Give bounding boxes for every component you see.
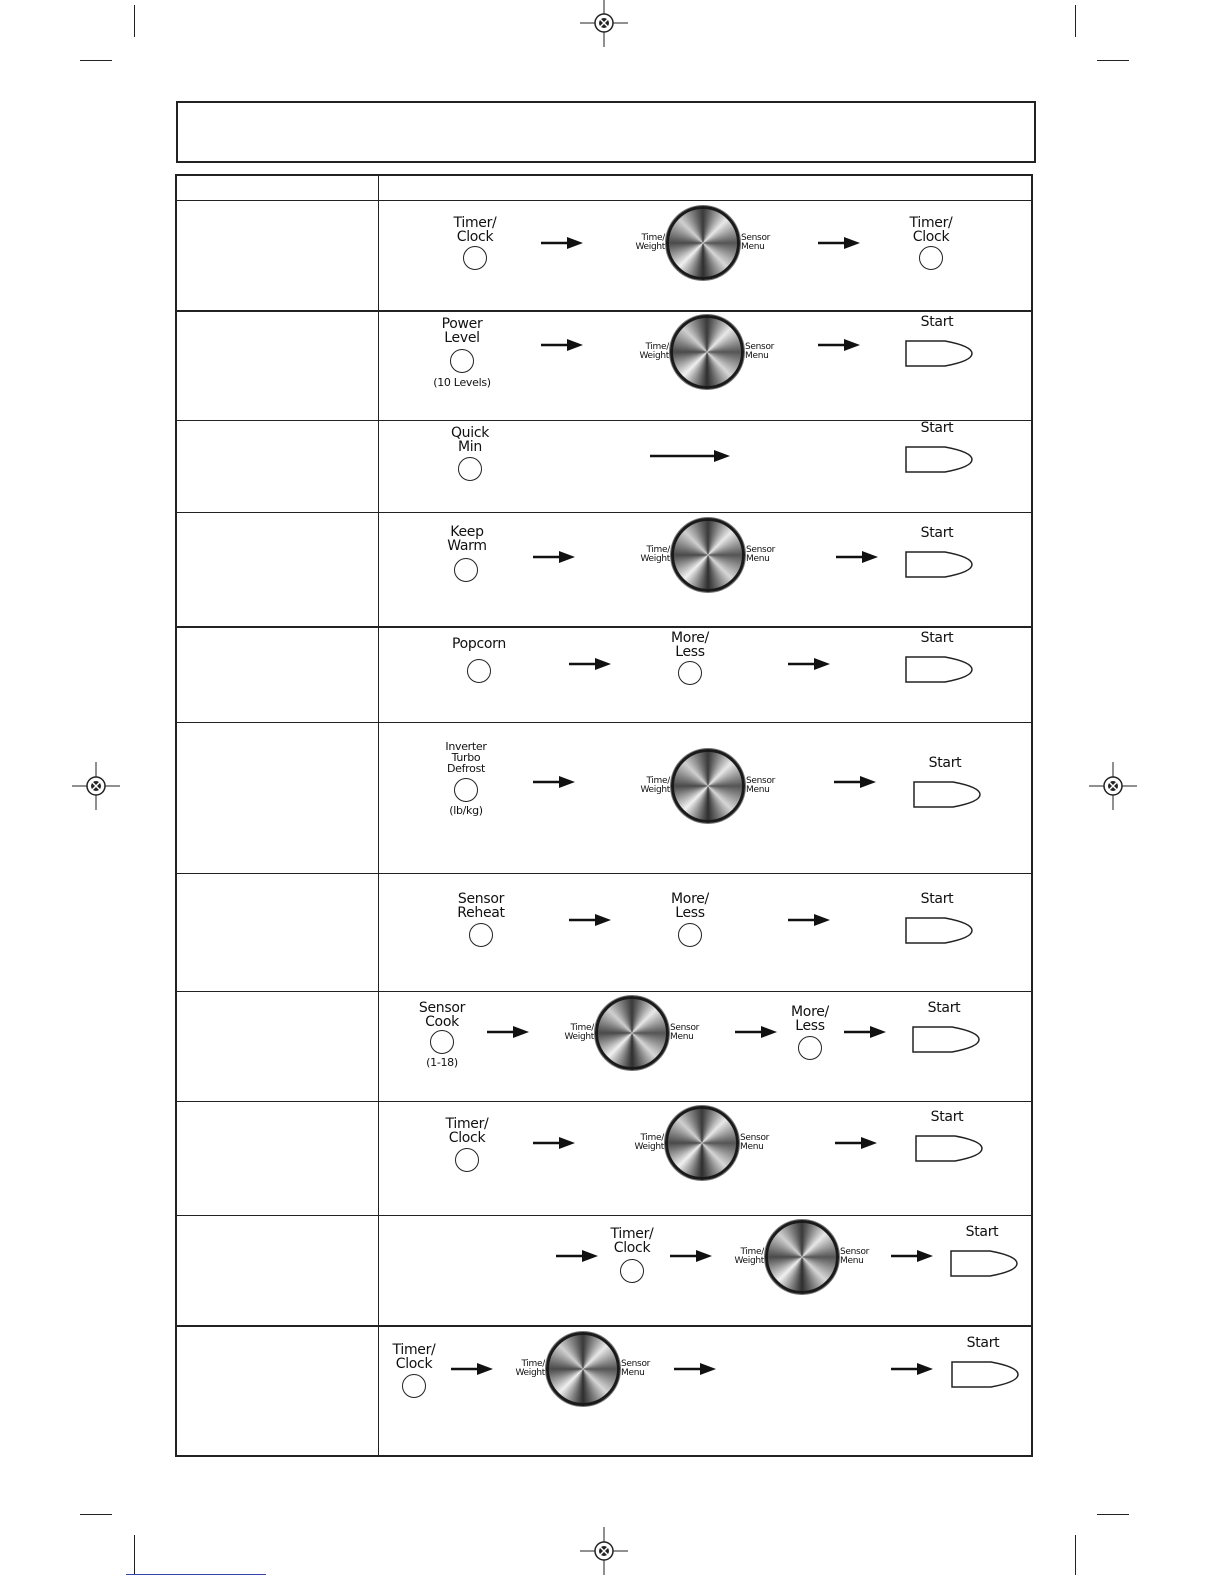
dial-label-left: Time/ Weight xyxy=(734,1247,764,1266)
column-divider xyxy=(378,176,379,1455)
table-row-divider xyxy=(177,1215,1031,1216)
arrow-icon xyxy=(533,776,575,788)
crop-mark xyxy=(80,60,112,61)
dial-label-right: Sensor Menu xyxy=(741,233,771,252)
table-row-divider xyxy=(177,200,1031,201)
arrow-icon xyxy=(834,776,876,788)
start-button[interactable] xyxy=(912,1026,980,1053)
dial-label-right: Sensor Menu xyxy=(740,1133,770,1152)
popcorn-button[interactable] xyxy=(467,659,491,683)
more-less-button[interactable] xyxy=(678,923,702,947)
time-weight-dial[interactable] xyxy=(670,315,744,389)
arrow-icon xyxy=(891,1363,933,1375)
start-label: Start xyxy=(920,630,954,646)
table-row-divider xyxy=(177,512,1031,513)
table-row-divider xyxy=(177,1325,1031,1327)
time-weight-dial[interactable] xyxy=(671,749,745,823)
start-button[interactable] xyxy=(915,1135,983,1162)
start-button[interactable] xyxy=(950,1250,1018,1277)
start-label: Start xyxy=(920,420,954,436)
start-button[interactable] xyxy=(905,551,973,578)
arrow-icon xyxy=(891,1250,933,1262)
registration-mark-icon xyxy=(1089,762,1137,810)
table-row-divider xyxy=(177,310,1031,312)
arrow-icon xyxy=(451,1363,493,1375)
start-label: Start xyxy=(920,314,954,330)
arrow-icon xyxy=(818,339,860,351)
crop-mark xyxy=(134,5,135,37)
registration-mark-icon xyxy=(580,0,628,47)
dial-label-left: Time/ Weight xyxy=(515,1359,545,1378)
timer-clock-button[interactable] xyxy=(919,246,943,270)
start-button[interactable] xyxy=(905,917,973,944)
button-label: (10 Levels) xyxy=(433,376,491,389)
arrow-icon xyxy=(650,450,730,462)
quick-min-button[interactable] xyxy=(458,457,482,481)
button-label: More/ Less xyxy=(671,630,709,660)
start-button[interactable] xyxy=(905,446,973,473)
arrow-icon xyxy=(818,237,860,249)
timer-clock-button[interactable] xyxy=(402,1374,426,1398)
arrow-icon xyxy=(674,1363,716,1375)
dial-label-left: Time/ Weight xyxy=(640,776,670,795)
table-row-divider xyxy=(177,420,1031,421)
crop-mark xyxy=(126,1574,266,1575)
button-label: Inverter Turbo Defrost xyxy=(445,740,487,775)
dial-label-right: Sensor Menu xyxy=(745,342,775,361)
arrow-icon xyxy=(533,1137,575,1149)
registration-mark-icon xyxy=(580,1527,628,1575)
start-label: Start xyxy=(920,891,954,907)
arrow-icon xyxy=(569,658,611,670)
button-label: More/ Less xyxy=(791,1004,829,1034)
keep-warm-button[interactable] xyxy=(454,558,478,582)
dial-label-right: Sensor Menu xyxy=(746,545,776,564)
dial-label-left: Time/ Weight xyxy=(634,1133,664,1152)
button-label: Timer/ Clock xyxy=(610,1226,654,1256)
arrow-icon xyxy=(556,1250,598,1262)
crop-mark xyxy=(1097,1514,1129,1515)
dial-label-left: Time/ Weight xyxy=(564,1023,594,1042)
table-row-divider xyxy=(177,722,1031,723)
time-weight-dial[interactable] xyxy=(671,518,745,592)
time-weight-dial[interactable] xyxy=(546,1332,620,1406)
crop-mark xyxy=(1075,1535,1076,1575)
button-label: (1-18) xyxy=(426,1056,458,1069)
button-label: Timer/ Clock xyxy=(909,215,953,245)
defrost-button[interactable] xyxy=(454,778,478,802)
button-label: More/ Less xyxy=(671,891,709,921)
dial-label-right: Sensor Menu xyxy=(746,776,776,795)
button-label: (lb/kg) xyxy=(449,804,483,817)
arrow-icon xyxy=(844,1026,886,1038)
more-less-button[interactable] xyxy=(798,1036,822,1060)
dial-label-right: Sensor Menu xyxy=(670,1023,700,1042)
dial-label-right: Sensor Menu xyxy=(840,1247,870,1266)
arrow-icon xyxy=(788,658,830,670)
start-label: Start xyxy=(927,1000,961,1016)
header-box xyxy=(176,101,1036,163)
table-row-divider xyxy=(177,626,1031,628)
start-button[interactable] xyxy=(905,656,973,683)
dial-label-left: Time/ Weight xyxy=(640,545,670,564)
table-row-divider xyxy=(177,1101,1031,1102)
crop-mark xyxy=(1075,5,1076,37)
button-label: Sensor Cook xyxy=(418,1000,466,1030)
start-label: Start xyxy=(928,755,962,771)
more-less-button[interactable] xyxy=(678,661,702,685)
table-row-divider xyxy=(177,873,1031,874)
crop-mark xyxy=(134,1535,135,1575)
dial-label-left: Time/ Weight xyxy=(639,342,669,361)
button-label: Power Level xyxy=(441,316,483,346)
button-label: Timer/ Clock xyxy=(445,1116,489,1146)
arrow-icon xyxy=(835,1137,877,1149)
sensor-cook-button[interactable] xyxy=(430,1030,454,1054)
timer-clock-button[interactable] xyxy=(463,246,487,270)
sensor-reheat-button[interactable] xyxy=(469,923,493,947)
button-label: Timer/ Clock xyxy=(392,1342,436,1372)
registration-mark-icon xyxy=(72,762,120,810)
arrow-icon xyxy=(670,1250,712,1262)
arrow-icon xyxy=(735,1026,777,1038)
timer-clock-button[interactable] xyxy=(620,1259,644,1283)
start-button[interactable] xyxy=(913,781,981,808)
dial-label-right: Sensor Menu xyxy=(621,1359,651,1378)
button-label: Popcorn xyxy=(452,636,506,652)
time-weight-dial[interactable] xyxy=(665,1106,739,1180)
arrow-icon xyxy=(788,914,830,926)
start-label: Start xyxy=(965,1224,999,1240)
dial-label-left: Time/ Weight xyxy=(635,233,665,252)
time-weight-dial[interactable] xyxy=(595,996,669,1070)
start-label: Start xyxy=(920,525,954,541)
table-row-divider xyxy=(177,991,1031,992)
start-button[interactable] xyxy=(905,340,973,367)
start-label: Start xyxy=(966,1335,1000,1351)
start-button[interactable] xyxy=(951,1361,1019,1388)
arrow-icon xyxy=(533,551,575,563)
arrow-icon xyxy=(569,914,611,926)
start-label: Start xyxy=(930,1109,964,1125)
button-label: Sensor Reheat xyxy=(457,891,505,921)
time-weight-dial[interactable] xyxy=(666,206,740,280)
time-weight-dial[interactable] xyxy=(765,1220,839,1294)
arrow-icon xyxy=(487,1026,529,1038)
timer-clock-button[interactable] xyxy=(455,1148,479,1172)
arrow-icon xyxy=(836,551,878,563)
power-level-button[interactable] xyxy=(450,349,474,373)
arrow-icon xyxy=(541,339,583,351)
arrow-icon xyxy=(541,237,583,249)
button-label: Keep Warm xyxy=(447,524,487,554)
button-label: Quick Min xyxy=(450,425,490,455)
button-label: Timer/ Clock xyxy=(453,215,497,245)
crop-mark xyxy=(1097,60,1129,61)
crop-mark xyxy=(80,1514,112,1515)
